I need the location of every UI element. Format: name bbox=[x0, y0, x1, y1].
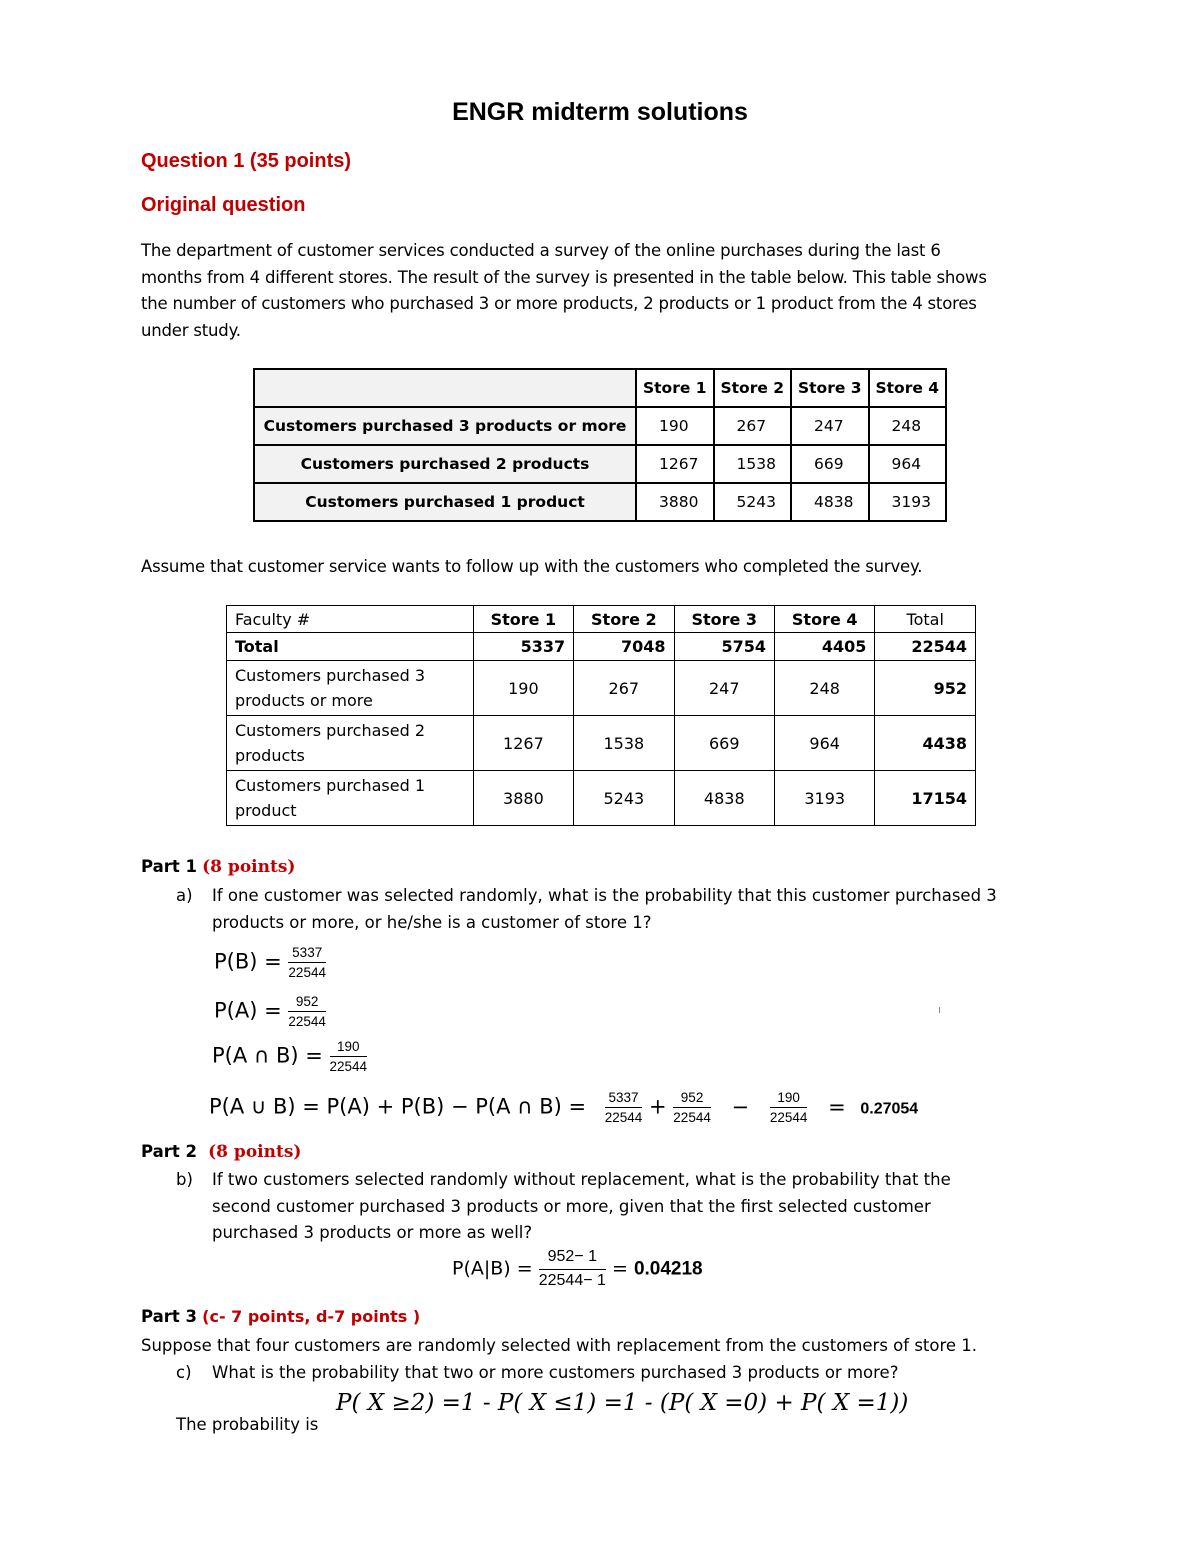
part-label: Part 2 bbox=[141, 1142, 198, 1161]
row-label bbox=[227, 716, 474, 771]
totals-table bbox=[226, 605, 976, 826]
table-row bbox=[227, 633, 976, 661]
numerator: 952− 1 bbox=[539, 1248, 606, 1270]
question-line: If two customers selected randomly without replacement, what is the probability that the bbox=[212, 1170, 951, 1189]
answer-label: The probability is bbox=[176, 1415, 319, 1434]
equation-pab bbox=[212, 1039, 367, 1074]
row-label-line: products bbox=[235, 746, 305, 765]
table-cell: 3880 bbox=[473, 771, 573, 826]
part-1-heading bbox=[141, 857, 295, 877]
fraction bbox=[288, 994, 326, 1029]
fraction bbox=[288, 945, 326, 980]
equation-lhs: P(A ∩ B) = bbox=[212, 1043, 323, 1068]
table-cell: 5754 bbox=[674, 633, 774, 661]
fraction bbox=[330, 1039, 368, 1074]
table-cell: 1538 bbox=[714, 445, 792, 483]
table-cell: 1267 bbox=[636, 445, 714, 483]
equals-sign: = bbox=[611, 1257, 628, 1280]
question-line: second customer purchased 3 products or more, given that the first selected customer bbox=[212, 1196, 931, 1216]
part-2-question bbox=[212, 1167, 1072, 1247]
denominator: 22544 bbox=[673, 1110, 711, 1125]
table-cell: 5243 bbox=[574, 771, 674, 826]
part-3-heading bbox=[141, 1307, 420, 1326]
part-3-intro: Suppose that four customers are randomly selected with replacement from the customers of store 1. bbox=[141, 1336, 978, 1355]
equation-pb bbox=[214, 945, 326, 980]
part-label: Part 1 bbox=[141, 857, 198, 876]
table-cell: 17154 bbox=[875, 771, 976, 826]
row-label-line: Customers purchased 3 bbox=[235, 666, 426, 685]
plus-sign: + bbox=[649, 1094, 667, 1119]
equation-conditional bbox=[452, 1248, 703, 1290]
equation-binomial: P( X ≥2) =1 - P( X ≤1) =1 - (P( X =0) + P( X =1)) bbox=[336, 1390, 909, 1416]
question-line: If one customer was selected randomly, what is the probability that this customer purchased 3 bbox=[212, 886, 997, 905]
table-row bbox=[254, 483, 946, 521]
table-cell: 952 bbox=[875, 661, 976, 716]
part-3-question: What is the probability that two or more customers purchased 3 products or more? bbox=[212, 1363, 899, 1382]
row-label: Total bbox=[227, 633, 474, 661]
table-cell: 7048 bbox=[574, 633, 674, 661]
numerator: 5337 bbox=[605, 1090, 643, 1108]
table-cell: 267 bbox=[714, 407, 792, 445]
table-cell: 4838 bbox=[791, 483, 869, 521]
table-cell: 190 bbox=[473, 661, 573, 716]
numerator: 190 bbox=[330, 1039, 368, 1057]
table-header-cell: Store 2 bbox=[714, 369, 792, 407]
page-title: ENGR midterm solutions bbox=[452, 98, 748, 126]
result-value: 0.04218 bbox=[633, 1258, 703, 1280]
row-label: Customers purchased 3 products or more bbox=[254, 407, 636, 445]
table-header-cell: Store 4 bbox=[869, 369, 947, 407]
intro-line: under study. bbox=[141, 320, 241, 340]
intro-line: The department of customer services conducted a survey of the online purchases during the last 6 bbox=[141, 241, 941, 260]
denominator: 22544− 1 bbox=[538, 1272, 606, 1289]
numerator: 190 bbox=[770, 1090, 808, 1108]
table-row bbox=[254, 445, 946, 483]
equals-sign: = bbox=[828, 1094, 846, 1119]
row-label bbox=[227, 661, 474, 716]
table-cell: 22544 bbox=[875, 633, 976, 661]
equation-lhs: P(B) = bbox=[214, 949, 282, 974]
table-header-cell: Store 1 bbox=[473, 606, 573, 633]
fraction bbox=[605, 1090, 643, 1125]
numerator: 5337 bbox=[288, 945, 326, 963]
part-points: (8 points) bbox=[202, 857, 296, 877]
fraction bbox=[673, 1090, 711, 1125]
table-header-cell bbox=[254, 369, 636, 407]
assume-text: Assume that customer service wants to follow up with the customers who completed the survey. bbox=[141, 557, 923, 576]
table-row bbox=[227, 661, 976, 716]
table-header-cell: Faculty # bbox=[227, 606, 474, 633]
table-header-cell: Store 3 bbox=[791, 369, 869, 407]
question-line: products or more, or he/she is a customer of store 1? bbox=[212, 912, 652, 932]
row-label-line: Customers purchased 2 bbox=[235, 721, 426, 740]
part-1-question bbox=[212, 883, 1072, 936]
table-cell: 5337 bbox=[473, 633, 573, 661]
question-line: purchased 3 products or more as well? bbox=[212, 1223, 533, 1242]
fraction bbox=[770, 1090, 808, 1125]
table-cell: 247 bbox=[791, 407, 869, 445]
fraction bbox=[539, 1248, 606, 1290]
row-label bbox=[227, 771, 474, 826]
denominator: 22544 bbox=[288, 1014, 326, 1029]
minus-sign: − bbox=[731, 1094, 750, 1119]
question-1-heading: Question 1 (35 points) bbox=[141, 150, 352, 172]
stray-mark: ı bbox=[938, 1003, 942, 1016]
table-cell: 267 bbox=[574, 661, 674, 716]
table-row bbox=[254, 407, 946, 445]
table-header-cell: Store 2 bbox=[574, 606, 674, 633]
denominator: 22544 bbox=[288, 965, 326, 980]
row-label-line: product bbox=[235, 801, 297, 820]
table-cell: 4405 bbox=[774, 633, 874, 661]
part-points: (8 points) bbox=[208, 1142, 302, 1162]
table-cell: 669 bbox=[791, 445, 869, 483]
row-label-line: products or more bbox=[235, 691, 373, 710]
intro-paragraph bbox=[141, 238, 1081, 344]
table-cell: 964 bbox=[774, 716, 874, 771]
table-cell: 669 bbox=[674, 716, 774, 771]
table-cell: 3193 bbox=[869, 483, 947, 521]
intro-line: the number of customers who purchased 3 or more products, 2 products or 1 product from the 4 stores bbox=[141, 294, 977, 313]
item-letter: b) bbox=[176, 1170, 193, 1189]
table-header-row bbox=[227, 606, 976, 633]
numerator: 952 bbox=[288, 994, 326, 1012]
equation-lhs: P(A ∪ B) = P(A) + P(B) − P(A ∩ B) = bbox=[209, 1094, 587, 1119]
table-cell: 248 bbox=[869, 407, 947, 445]
result-value: 0.27054 bbox=[860, 1100, 919, 1118]
original-question-heading: Original question bbox=[141, 194, 306, 216]
item-letter: a) bbox=[176, 886, 193, 905]
denominator: 22544 bbox=[769, 1110, 808, 1125]
row-label: Customers purchased 2 products bbox=[254, 445, 636, 483]
table-cell: 4838 bbox=[674, 771, 774, 826]
equation-lhs: P(A|B) = bbox=[452, 1257, 533, 1280]
table-header-cell: Total bbox=[875, 606, 976, 633]
table-cell: 190 bbox=[636, 407, 714, 445]
denominator: 22544 bbox=[604, 1110, 643, 1125]
table-header-row bbox=[254, 369, 946, 407]
table-cell: 1538 bbox=[574, 716, 674, 771]
equation-lhs: P(A) = bbox=[214, 998, 282, 1023]
table-cell: 3193 bbox=[774, 771, 874, 826]
item-letter: c) bbox=[176, 1363, 192, 1382]
row-label: Customers purchased 1 product bbox=[254, 483, 636, 521]
survey-table bbox=[253, 368, 947, 522]
table-cell: 1267 bbox=[473, 716, 573, 771]
table-cell: 964 bbox=[869, 445, 947, 483]
table-row bbox=[227, 716, 976, 771]
table-cell: 247 bbox=[674, 661, 774, 716]
table-cell: 3880 bbox=[636, 483, 714, 521]
table-cell: 4438 bbox=[875, 716, 976, 771]
intro-line: months from 4 different stores. The result of the survey is presented in the table below. This table shows bbox=[141, 267, 987, 287]
table-header-cell: Store 3 bbox=[674, 606, 774, 633]
table-cell: 5243 bbox=[714, 483, 792, 521]
equation-pa bbox=[214, 994, 326, 1029]
part-points: (c- 7 points, d-7 points ) bbox=[202, 1307, 421, 1326]
equation-union bbox=[209, 1090, 918, 1125]
numerator: 952 bbox=[673, 1090, 711, 1108]
table-row bbox=[227, 771, 976, 826]
row-label-line: Customers purchased 1 bbox=[235, 776, 426, 795]
part-label: Part 3 bbox=[141, 1307, 198, 1326]
part-2-heading bbox=[141, 1142, 301, 1162]
table-header-cell: Store 1 bbox=[636, 369, 714, 407]
table-cell: 248 bbox=[774, 661, 874, 716]
table-header-cell: Store 4 bbox=[774, 606, 874, 633]
denominator: 22544 bbox=[329, 1059, 368, 1074]
